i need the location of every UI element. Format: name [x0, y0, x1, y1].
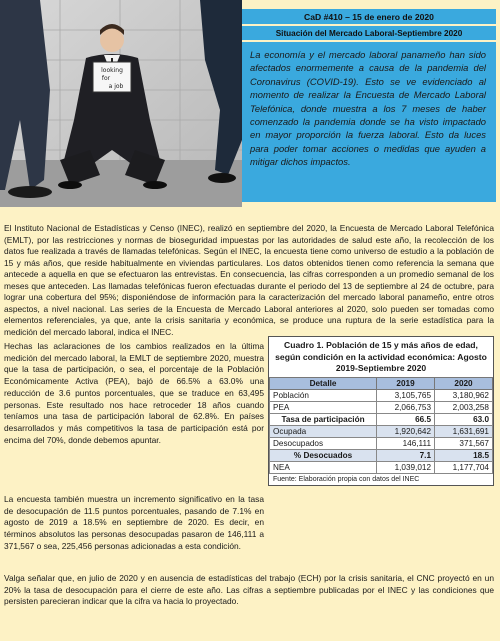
header-photo — [0, 0, 242, 207]
jobseeker-photo — [0, 0, 242, 207]
row-value-2020: 371,567 — [435, 437, 493, 449]
article-title: Situación del Mercado Laboral-Septiembre 2020 — [242, 26, 496, 42]
header-detalle: Detalle — [270, 377, 377, 389]
table-source: Fuente: Elaboración propia con datos del INEC — [269, 474, 493, 485]
table-row — [270, 437, 493, 449]
row-value-2019: 7.1 — [377, 449, 435, 461]
row-value-2020: 3,180,962 — [435, 389, 493, 401]
row-value-2020: 18.5 — [435, 449, 493, 461]
row-label: NEA — [270, 461, 377, 473]
sign-text-1: looking — [101, 67, 123, 74]
row-label: Desocupados — [270, 437, 377, 449]
table-row-highlight — [270, 413, 493, 425]
labor-table — [268, 336, 494, 486]
table-row — [270, 461, 493, 473]
issue-label: CaD #410 – 15 de enero de 2020 — [242, 9, 496, 26]
header-panel — [242, 9, 496, 202]
table-row — [270, 425, 493, 437]
paragraph-2: Hechas las aclaraciones de los cambios realizados en la última medición del mercado laboral, la EMLT de septiembre 2020, muestra que la tasa de participación, o sea, el porcentaje de la Población Económicamente Activa (PEA), bajó de 66.5% a 63.0% una reducción de 3.6 puntos porcentuales, que se traduce en 63,495 personas. Este resultado nos hace retroceder 18 años cuando teníamos una tasa de participación laboral de 62.8%. En países desarrollados y más competitivos la tasa de participación está por encima del 70%, donde debemos apuntar. — [4, 341, 264, 445]
header-2020: 2020 — [435, 377, 493, 389]
row-value-2020: 2,003,258 — [435, 401, 493, 413]
paragraph-3: La encuesta también muestra un incremento significativo en la tasa de desocupación de 11.5 puntos porcentuales, pasando de 7.1% en agosto de 2019 a 18.5% en septiembre de 2020. Es decir, en términos absolutos las personas desocupadas pasaron de 146,111 a 371,567 o sea, 225,456 personas adicionadas a esta condición. — [4, 494, 264, 551]
table-row-highlight — [270, 449, 493, 461]
row-value-2019: 1,920,642 — [377, 425, 435, 437]
row-value-2020: 63.0 — [435, 413, 493, 425]
header-2019: 2019 — [377, 377, 435, 389]
row-label: PEA — [270, 401, 377, 413]
row-label: Tasa de participación — [270, 413, 377, 425]
row-label: Ocupada — [270, 425, 377, 437]
data-table — [269, 377, 493, 474]
table-row — [270, 389, 493, 401]
table-header-row — [270, 377, 493, 389]
paragraph-4: Valga señalar que, en julio de 2020 y en ausencia de estadísticas del trabajo (ECH) por la crisis sanitaria, el CNC proyectó en un 20% la tasa de desocupación para el cierre de este año. Las cifras a septiembre publicadas por el INEC y las condiciones que persisten parecieran indicar que la cifra va hacia lo proyectado. — [4, 573, 494, 606]
row-value-2020: 1,631,691 — [435, 425, 493, 437]
row-label: % Desocuados — [270, 449, 377, 461]
paragraph-1: El Instituto Nacional de Estadísticas y Censo (INEC), realizó en septiembre del 2020, la Encuesta de Mercado Laboral Telefónica (EMLT), por las restricciones y normas de bioseguridad impuestas por las autoridades de salud este año, la recolección de los datos fue realizada a través de llamadas telefónicas. Según el INEC, la encuesta tiene como universo de estudio a la población de 15 y más años, que reside habitualmente en viviendas particulares. Los datos obtenidos tienen como referencia la semana que antecede a aquella en que se efectuaron las entrevistas. En consecuencia, las cifras corresponden a un promedio semanal de los meses que anteceden. Las llamadas telefónicas fueron efectuadas durante el periodo del 13 de septiembre al 24 de octubre, para lograr una cobertura del 95%; disponiéndose de información para la caracterización del mercado laboral panameño, entre otros aspectos, a nivel nacional. Las series de la Encuesta de Mercado Laboral anteriores al 2020, solo pueden ser tomadas como elementos referenciales, ya que, ante la crisis sanitaria y económica, se produce una ruptura de la serie estadística para la medición del mercado laboral, indica el INEC. — [4, 223, 494, 337]
table-row — [270, 401, 493, 413]
sign-text-3: a job — [108, 83, 124, 90]
row-value-2019: 2,066,753 — [377, 401, 435, 413]
row-label: Población — [270, 389, 377, 401]
table-title: Cuadro 1. Población de 15 y más años de edad, según condición en la actividad económica: Agosto 2019-Septiembre 2020 — [269, 337, 493, 377]
row-value-2019: 3,105,765 — [377, 389, 435, 401]
row-value-2019: 66.5 — [377, 413, 435, 425]
sign-text-2: for — [101, 75, 111, 82]
row-value-2019: 146,111 — [377, 437, 435, 449]
intro-text: La economía y el mercado laboral panameño han sido afectados enormemente a causa de la pandemia del Coronavirus (COVID-19). Esto se ve evidenciado al momento de realizar la Encuesta de Mercado Laboral Telefónica, donde muestra a los 7 meses de haber comenzado la pandemia donde se ha visto impactado en mayor proporción la fuerza laboral. Esto da luces para poder tomar acciones o medidas que ayuden a mitigar dichos impactos. — [242, 42, 496, 202]
row-value-2020: 1,177,704 — [435, 461, 493, 473]
row-value-2019: 1,039,012 — [377, 461, 435, 473]
